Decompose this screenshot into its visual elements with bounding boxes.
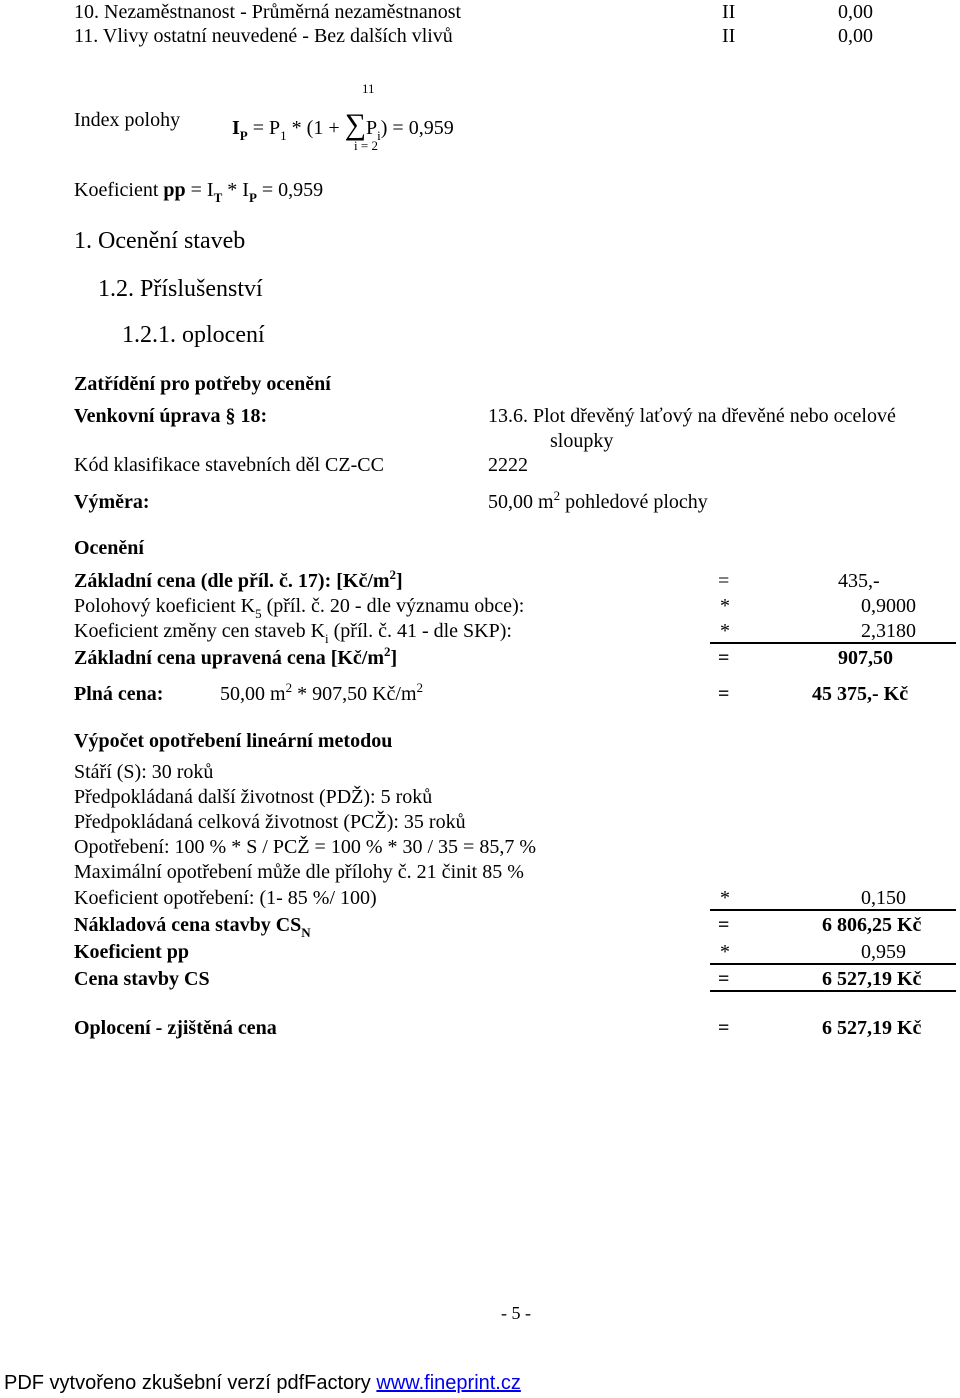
- zatrideni-title: Zatřídění pro potřeby ocenění: [74, 373, 331, 395]
- nakladova-cena-operator: =: [718, 914, 730, 936]
- polohovy-koeficient-value: 0,9000: [861, 595, 916, 617]
- plna-cena-operator: =: [718, 683, 730, 705]
- venkovni-uprava-value: 13.6. Plot dřevěný laťový na dřevěné nebo ocelové: [488, 405, 896, 427]
- koeficient-pp-formula: Koeficient pp = $I_T * I_P = 0,959$: [74, 179, 324, 205]
- plna-cena-calculation: 50,00 $m^2 * 907,50$ $Kč/m^2$: [220, 680, 423, 705]
- opotrebeni-line: Opotřebení: 100 % * S / PCŽ = 100 % * 30 / 35 = 85,7 %: [74, 836, 536, 858]
- plna-cena-value: 45 375,- Kč: [812, 683, 909, 705]
- row-class: II: [722, 1, 736, 23]
- zakladni-cena-operator: =: [718, 570, 730, 592]
- oceneni-title: Ocenění: [74, 537, 144, 559]
- koeficient-pp-value: 0,959: [861, 941, 906, 963]
- koeficient-opotrebeni-value: 0,150: [861, 887, 906, 909]
- heading-oceneni-staveb: 1. Ocenění staveb: [74, 228, 246, 254]
- row-class: II: [722, 25, 736, 47]
- heading-oploceni: 1.2.1. oplocení: [122, 322, 265, 348]
- vymera-value: 50,00 $m^2$ pohledové plochy: [488, 488, 708, 513]
- row-label: 11. Vlivy ostatní neuvedené - Bez dalších vlivů: [74, 25, 453, 47]
- koeficient-opotrebeni-operator: *: [720, 887, 730, 909]
- koeficient-zmeny-cen-operator: *: [720, 620, 730, 642]
- zakladni-cena-upravena-operator: =: [718, 647, 730, 669]
- oploceni-zjistena-cena-value: 6 527,19 Kč: [822, 1017, 922, 1039]
- footer-text: PDF vytvořeno zkušební verzí pdfFactory: [4, 1372, 377, 1394]
- koeficient-zmeny-cen-label: Koeficient změny cen staveb $K_i$ (příl. č. 41 - dle SKP):: [74, 620, 512, 646]
- zakladni-cena-value: 435,-: [838, 570, 880, 592]
- venkovni-uprava-label: Venkovní úprava § 18:: [74, 405, 268, 427]
- page-number: - 5 -: [501, 1303, 531, 1323]
- polohovy-koeficient-label: Polohový koeficient $K_5$ (příl. č. 20 - dle významu obce):: [74, 595, 525, 621]
- venkovni-uprava-value-cont: sloupky: [550, 430, 614, 452]
- nakladova-cena-label: Nákladová cena stavby $CS_N$: [74, 914, 311, 940]
- kod-klasifikace-label: Kód klasifikace stavebních děl CZ-CC: [74, 454, 384, 476]
- row-value: 0,00: [838, 1, 873, 23]
- oploceni-zjistena-cena-label: Oplocení - zjištěná cena: [74, 1017, 277, 1039]
- cena-stavby-operator: =: [718, 968, 730, 990]
- sum-upper-limit: 11: [362, 81, 375, 96]
- kod-klasifikace-value: 2222: [488, 454, 528, 476]
- nakladova-cena-value: 6 806,25 Kč: [822, 914, 922, 936]
- row-vlivy: [74, 26, 453, 46]
- divider: [710, 990, 956, 992]
- heading-prislusenstvi: 1.2. Příslušenství: [98, 276, 263, 302]
- index-polohy-formula: $I_P = P_1 * (1 + \sum P_i) = 0,959$: [232, 108, 454, 143]
- opotrebeni-title: Výpočet opotřebení lineární metodou: [74, 730, 393, 752]
- vymera-label: Výměra:: [74, 491, 150, 513]
- polohovy-koeficient-operator: *: [720, 595, 730, 617]
- oploceni-zjistena-cena-operator: =: [718, 1017, 730, 1039]
- zakladni-cena-upravena-value: 907,50: [838, 647, 893, 669]
- row-label: 10. Nezaměstnanost - Průměrná nezaměstnanost: [74, 1, 462, 23]
- sum-icon: ∑: [344, 108, 366, 141]
- cena-stavby-value: 6 527,19 Kč: [822, 968, 922, 990]
- koeficient-pp-label: Koeficient pp: [74, 941, 189, 963]
- celkova-zivotnost-line: Předpokládaná celková životnost (PCŽ): 35 roků: [74, 811, 466, 833]
- koeficient-zmeny-cen-value: 2,3180: [861, 620, 916, 642]
- index-polohy-label: Index polohy: [74, 109, 181, 131]
- zakladni-cena-upravena-label: Základní cena upravená cena $[Kč/m^2]$: [74, 644, 398, 669]
- koeficient-pp-operator: *: [720, 941, 730, 963]
- plna-cena-label: Plná cena:: [74, 683, 164, 705]
- zakladni-cena-label: Základní cena (dle příl. č. 17): $[Kč/m^2]$: [74, 567, 403, 592]
- dalsi-zivotnost-line: Předpokládaná další životnost (PDŽ): 5 roků: [74, 786, 433, 808]
- stari-line: Stáří (S): 30 roků: [74, 761, 214, 783]
- divider: [710, 963, 956, 965]
- maximalni-opotrebeni-line: Maximální opotřebení může dle přílohy č. 21 činit 85 %: [74, 861, 524, 883]
- cena-stavby-label: Cena stavby CS: [74, 968, 210, 990]
- row-value: 0,00: [838, 25, 873, 47]
- pdf-footer: [4, 1373, 521, 1393]
- koeficient-opotrebeni-label: Koeficient opotřebení: (1- 85 %/ 100): [74, 887, 377, 909]
- sum-lower-limit: i = 2: [354, 138, 378, 153]
- row-nezamestnanost: [74, 2, 461, 22]
- footer-link[interactable]: www.fineprint.cz: [376, 1372, 521, 1394]
- divider: [710, 909, 956, 911]
- sum-divider: [710, 642, 956, 644]
